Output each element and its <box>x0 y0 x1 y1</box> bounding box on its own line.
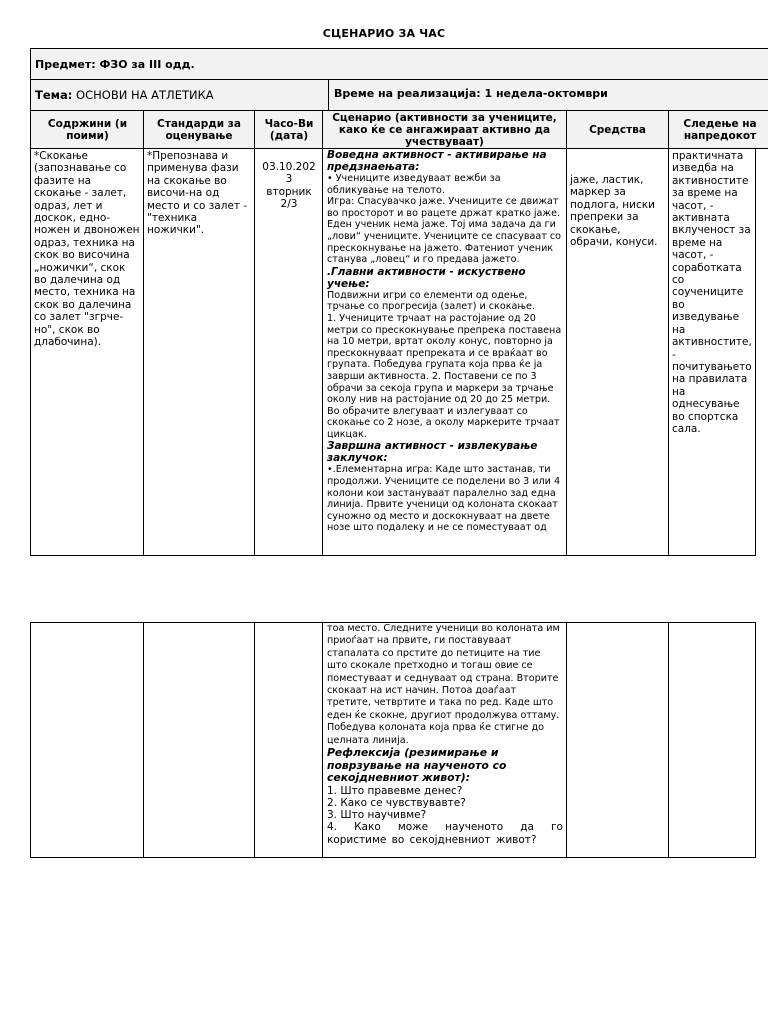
time-cell: Време на реализација: 1 недела-октомври <box>328 80 608 117</box>
means-cell-2 <box>566 623 668 857</box>
table-body-page2 <box>30 622 756 858</box>
header-scenario: Сценарио (активности за учениците, како ќе се ангажираат активно да учествуваат) <box>322 111 566 148</box>
hours-cell <box>254 149 323 555</box>
question-2: 2. Како се чувствувавте? <box>327 797 466 810</box>
hour-number: 3 <box>285 173 293 186</box>
header-hours: Часо-Ви (дата) <box>254 111 323 148</box>
tracking-cell <box>668 149 757 555</box>
final-text-1: •.Елементарна игра: Каде што застанав, ти продолжи. Учениците се поделени во 3 или 4 колони кои застануваат паралелно зад една линија. Првите ученици од колоната скокаат суножно од место и доскокнуваат на двете нозе што подалеку и не се поместуваат од <box>327 464 561 534</box>
class-number: 2/3 <box>280 198 298 211</box>
topic-row <box>30 80 768 111</box>
main-heading: .Главни активности - искуствено учење: <box>327 265 526 290</box>
topic-cell <box>35 88 214 102</box>
document-title: СЦЕНАРИО ЗА ЧАС <box>322 27 446 40</box>
header-tracking: Следење на напредокот <box>668 111 768 148</box>
standards-cell-2 <box>143 623 254 857</box>
table-body-page1 <box>30 148 756 556</box>
content-cell <box>31 149 144 555</box>
header-standards: Стандарди за оценување <box>143 111 254 148</box>
continuation-text: тоа место. Следните ученици во колоната им приоѓаат на првите, ги поставуваат стапалата со прстите до петиците на тие што скокале претходно и тогаш овие се поместуваат и седнуваат од страна. Вторите скокаат на ист начин. Потоа доаѓаат третите, четвртите и така по ред. Каде што еден ќе скокне, другиот продолжува оттаму. Победува колоната која прва ќе стигне до целната линија. <box>327 623 560 746</box>
content-text: *Скокање (запознавање со фазите на скокање - залет, одраз, лет и доскок, едно-ножен и двоножен одраз, техника на скок во височина „ножички“, скок во далечина од место, техника на скок во далечина со залет "згрче-но", скок во длабочина). <box>34 150 140 349</box>
content-cell-2 <box>31 623 144 857</box>
day-text: вторник <box>266 185 312 198</box>
topic-value: ОСНОВИ НА АТЛЕТИКА <box>72 88 214 102</box>
standards-cell <box>143 149 254 555</box>
question-1: 1. Што правевме денес? <box>327 784 463 797</box>
header-means: Средства <box>566 111 668 148</box>
question-4: 4. Како може наученото да го користиме во секојдневниот живот? <box>327 821 563 846</box>
subject-row: Предмет: ФЗО за III одд. <box>30 48 768 80</box>
means-text: јаже, ластик, маркер за подлога, ниски препреки за скокање, обрачи, конуси. <box>570 174 658 249</box>
reflection-heading: Рефлексија (резимирање и поврзување на наученото со секојдневниот живот): <box>327 746 507 785</box>
intro-text-1: • Учениците изведуваат вежби за обликување на телото. <box>327 173 501 196</box>
topic-label: Тема: <box>35 88 73 102</box>
header-content: Содржини (и поими) <box>47 117 128 142</box>
scenario-cell-2 <box>322 623 567 857</box>
means-cell <box>566 149 668 555</box>
hours-cell-2 <box>254 623 323 857</box>
table-header-row <box>30 110 768 149</box>
standards-text: *Препознава и применува фази на скокање во височи-на од место и со залет - "техника ножички". <box>147 150 248 237</box>
scenario-cell <box>322 149 567 555</box>
date-text: 03.10.202 <box>262 161 316 173</box>
intro-text-2: Игра: Спасувачко јаже. Учениците се движат во просторот и во рацете држат кратко јаже. Еден ученик нема јаже. Тој има задача да ги „лови“ учениците. Учениците се спасуваат со прескокнување на јажето. Фатениот ученик станува „ловец“ и го предава јажето. <box>327 196 562 266</box>
main-text-2: 1. Учениците трчаат на растојание од 20 метри со прескокнување препрека поставена на 10 метри, вртат околу конус, повторно ја прескокнуваат препреката и се враќаат во групата. Победува групата која прва ќе ја заврши активноста. 2. Поставени се по 3 обрачи за секоја група и маркери за трчање околу нив на растојание од 20 до 25 метри. Во обрачите влегуваат и излегуваат со скокање со 2 нозе, а околу маркерите трчаат цикцак. <box>327 312 562 440</box>
main-text-1: Подвижни игри со елементи од одење, трчање со прогресија (залет) и скокање. <box>327 289 535 313</box>
tracking-text: практичната изведба на активностите за време на часот, - активната вклученост за време на часот, - соработката со соучениците во изведување на активностите, - почитувањето на правилата на однесување во спортска сала. <box>672 150 752 435</box>
final-heading: Завршна активност - извлекување заклучок: <box>327 440 538 465</box>
tracking-cell-2 <box>668 623 757 857</box>
question-3: 3. Што научивме? <box>327 809 427 822</box>
intro-heading: Воведна активност - активирање на предзнаењата: <box>327 149 547 173</box>
